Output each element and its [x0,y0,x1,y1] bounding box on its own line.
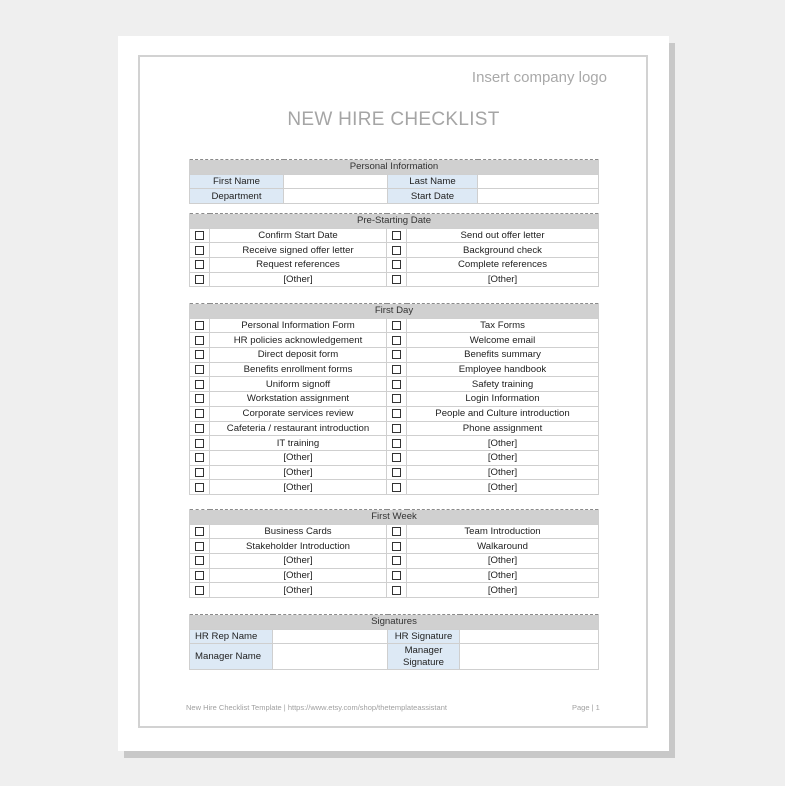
checkbox-cell [387,465,407,480]
checklist-item-label: Request references [210,258,387,273]
checkbox[interactable] [392,409,401,418]
checklist-item-label: [Other] [210,554,387,569]
checkbox[interactable] [195,380,204,389]
checklist-item-label: Walkaround [407,539,599,554]
checklist-row [190,258,599,273]
checkbox[interactable] [195,453,204,462]
checkbox-cell [190,524,210,539]
checkbox-cell [190,450,210,465]
checklist-item-label: [Other] [210,465,387,480]
manager-signature-field[interactable] [460,644,599,670]
checklist-row [190,524,599,539]
checklist-item-label: Stakeholder Introduction [210,539,387,554]
checklist-item-label: Uniform signoff [210,377,387,392]
checkbox-cell [190,539,210,554]
checklist-item-label: Workstation assignment [210,392,387,407]
checkbox[interactable] [195,483,204,492]
checklist-item-label: Login Information [407,392,599,407]
checklist-row [190,348,599,363]
checklist-row [190,228,599,243]
checkbox[interactable] [392,453,401,462]
checkbox-cell [387,228,407,243]
checklist-item-label: Complete references [407,258,599,273]
manager-signature-label-line2: Signature [402,656,445,668]
checkbox[interactable] [195,231,204,240]
checkbox-cell [387,450,407,465]
checkbox-cell [190,377,210,392]
checklist-item-label: Direct deposit form [210,348,387,363]
pre-starting-date-table [189,213,599,287]
first-week-table [189,509,599,598]
checklist-item-label: Safety training [407,377,599,392]
checklist-row [190,377,599,392]
document-page [118,36,669,751]
section-heading: Pre-Starting Date [190,214,599,229]
checkbox-cell [190,348,210,363]
checkbox[interactable] [195,586,204,595]
checklist-row [190,465,599,480]
personal-information-table [189,159,599,204]
hr-signature-label: HR Signature [388,629,460,644]
checklist-row [190,333,599,348]
checkbox[interactable] [195,527,204,536]
checkbox[interactable] [195,468,204,477]
checkbox[interactable] [195,394,204,403]
manager-name-field[interactable] [273,644,388,670]
checkbox-cell [190,583,210,598]
checklist-item-label: [Other] [407,272,599,287]
section-heading: Personal Information [190,160,599,175]
checkbox-cell [387,258,407,273]
checkbox-cell [190,258,210,273]
checkbox[interactable] [195,336,204,345]
checkbox[interactable] [392,380,401,389]
checklist-row [190,554,599,569]
checkbox[interactable] [392,586,401,595]
checkbox-cell [387,406,407,421]
checkbox-cell [190,554,210,569]
checkbox-cell [387,318,407,333]
department-field[interactable] [284,189,388,204]
first-name-field[interactable] [284,174,388,189]
checklist-row [190,243,599,258]
checklist-item-label: Employee handbook [407,362,599,377]
checklist-item-label: [Other] [407,450,599,465]
checklist-item-label: [Other] [210,450,387,465]
checkbox-cell [190,243,210,258]
checkbox-cell [190,272,210,287]
checkbox-cell [387,333,407,348]
checklist-row [190,450,599,465]
checkbox-cell [190,465,210,480]
checkbox[interactable] [392,556,401,565]
first-day-table [189,303,599,495]
checkbox-cell [190,406,210,421]
hr-rep-name-field[interactable] [273,629,388,644]
section-heading: Signatures [190,615,599,630]
footer-page-number: Page | 1 [572,703,600,712]
checkbox-cell [190,436,210,451]
section-heading: First Week [190,510,599,525]
checklist-item-label: [Other] [407,568,599,583]
checklist-item-label: Phone assignment [407,421,599,436]
checkbox[interactable] [392,424,401,433]
checkbox[interactable] [392,246,401,255]
checklist-row [190,568,599,583]
checklist-row [190,272,599,287]
checkbox-cell [190,362,210,377]
footer-source: New Hire Checklist Template | https://www.etsy.com/shop/thetemplateassistant [186,703,447,712]
checklist-row [190,436,599,451]
checkbox[interactable] [392,365,401,374]
checklist-item-label: Background check [407,243,599,258]
checklist-item-label: Benefits enrollment forms [210,362,387,377]
checkbox[interactable] [195,439,204,448]
company-logo-placeholder: Insert company logo [471,69,607,86]
checkbox-cell [387,436,407,451]
checkbox-cell [387,348,407,363]
checkbox[interactable] [392,275,401,284]
checkbox[interactable] [195,556,204,565]
checklist-item-label: [Other] [210,480,387,495]
checkbox-cell [387,421,407,436]
checklist-item-label: Send out offer letter [407,228,599,243]
checklist-item-label: Personal Information Form [210,318,387,333]
checkbox-cell [190,333,210,348]
checkbox-cell [387,377,407,392]
checklist-item-label: Corporate services review [210,406,387,421]
checklist-item-label: HR policies acknowledgement [210,333,387,348]
checklist-item-label: Tax Forms [407,318,599,333]
department-label: Department [190,189,284,204]
checklist-item-label: Benefits summary [407,348,599,363]
checkbox-cell [387,480,407,495]
checklist-row [190,362,599,377]
checklist-item-label: [Other] [407,436,599,451]
signatures-table [189,614,599,670]
checkbox-cell [387,272,407,287]
checkbox[interactable] [195,571,204,580]
checkbox[interactable] [195,542,204,551]
document-title: NEW HIRE CHECKLIST [287,109,500,130]
last-name-label: Last Name [388,174,478,189]
checkbox[interactable] [392,571,401,580]
manager-signature-label-line1: Manager [404,644,443,656]
checklist-row [190,480,599,495]
checklist-item-label: Business Cards [210,524,387,539]
checkbox-cell [387,554,407,569]
checkbox-cell [190,421,210,436]
checkbox-cell [190,318,210,333]
checkbox-cell [190,228,210,243]
checklist-item-label: IT training [210,436,387,451]
checklist-item-label: [Other] [407,480,599,495]
checkbox[interactable] [195,260,204,269]
checkbox[interactable] [195,321,204,330]
checklist-item-label: [Other] [210,583,387,598]
checkbox[interactable] [392,394,401,403]
checklist-row [190,318,599,333]
checklist-item-label: Welcome email [407,333,599,348]
checklist-row [190,583,599,598]
checkbox-cell [387,243,407,258]
checklist-item-label: [Other] [407,554,599,569]
checkbox[interactable] [195,246,204,255]
checkbox[interactable] [195,424,204,433]
checkbox[interactable] [195,409,204,418]
checkbox-cell [387,568,407,583]
checklist-row [190,539,599,554]
checklist-item-label: [Other] [407,465,599,480]
checkbox[interactable] [392,231,401,240]
checkbox[interactable] [195,350,204,359]
checkbox-cell [190,480,210,495]
last-name-field[interactable] [478,174,599,189]
checklist-item-label: People and Culture introduction [407,406,599,421]
checkbox[interactable] [392,260,401,269]
checklist-item-label: Team Introduction [407,524,599,539]
checkbox-cell [387,362,407,377]
checkbox[interactable] [195,275,204,284]
checklist-item-label: [Other] [210,568,387,583]
checkbox-cell [190,392,210,407]
checkbox-cell [387,539,407,554]
start-date-label: Start Date [388,189,478,204]
checklist-item-label: Confirm Start Date [210,228,387,243]
checkbox[interactable] [392,439,401,448]
checklist-item-label: Receive signed offer letter [210,243,387,258]
checklist-row [190,392,599,407]
checkbox[interactable] [392,350,401,359]
checkbox[interactable] [392,468,401,477]
section-heading: First Day [190,304,599,319]
checklist-item-label: Cafeteria / restaurant introduction [210,421,387,436]
first-name-label: First Name [190,174,284,189]
checkbox[interactable] [392,336,401,345]
checklist-row [190,421,599,436]
checklist-item-label: [Other] [210,272,387,287]
checkbox[interactable] [392,321,401,330]
checkbox[interactable] [392,542,401,551]
checkbox-cell [190,568,210,583]
checkbox[interactable] [392,527,401,536]
hr-signature-field[interactable] [460,629,599,644]
checklist-item-label: [Other] [407,583,599,598]
hr-rep-name-label: HR Rep Name [190,629,273,644]
manager-name-label: Manager Name [190,644,273,670]
manager-signature-label [388,644,460,670]
checkbox-cell [387,583,407,598]
checkbox[interactable] [392,483,401,492]
checkbox[interactable] [195,365,204,374]
start-date-field[interactable] [478,189,599,204]
checkbox-cell [387,392,407,407]
checkbox-cell [387,524,407,539]
checklist-row [190,406,599,421]
